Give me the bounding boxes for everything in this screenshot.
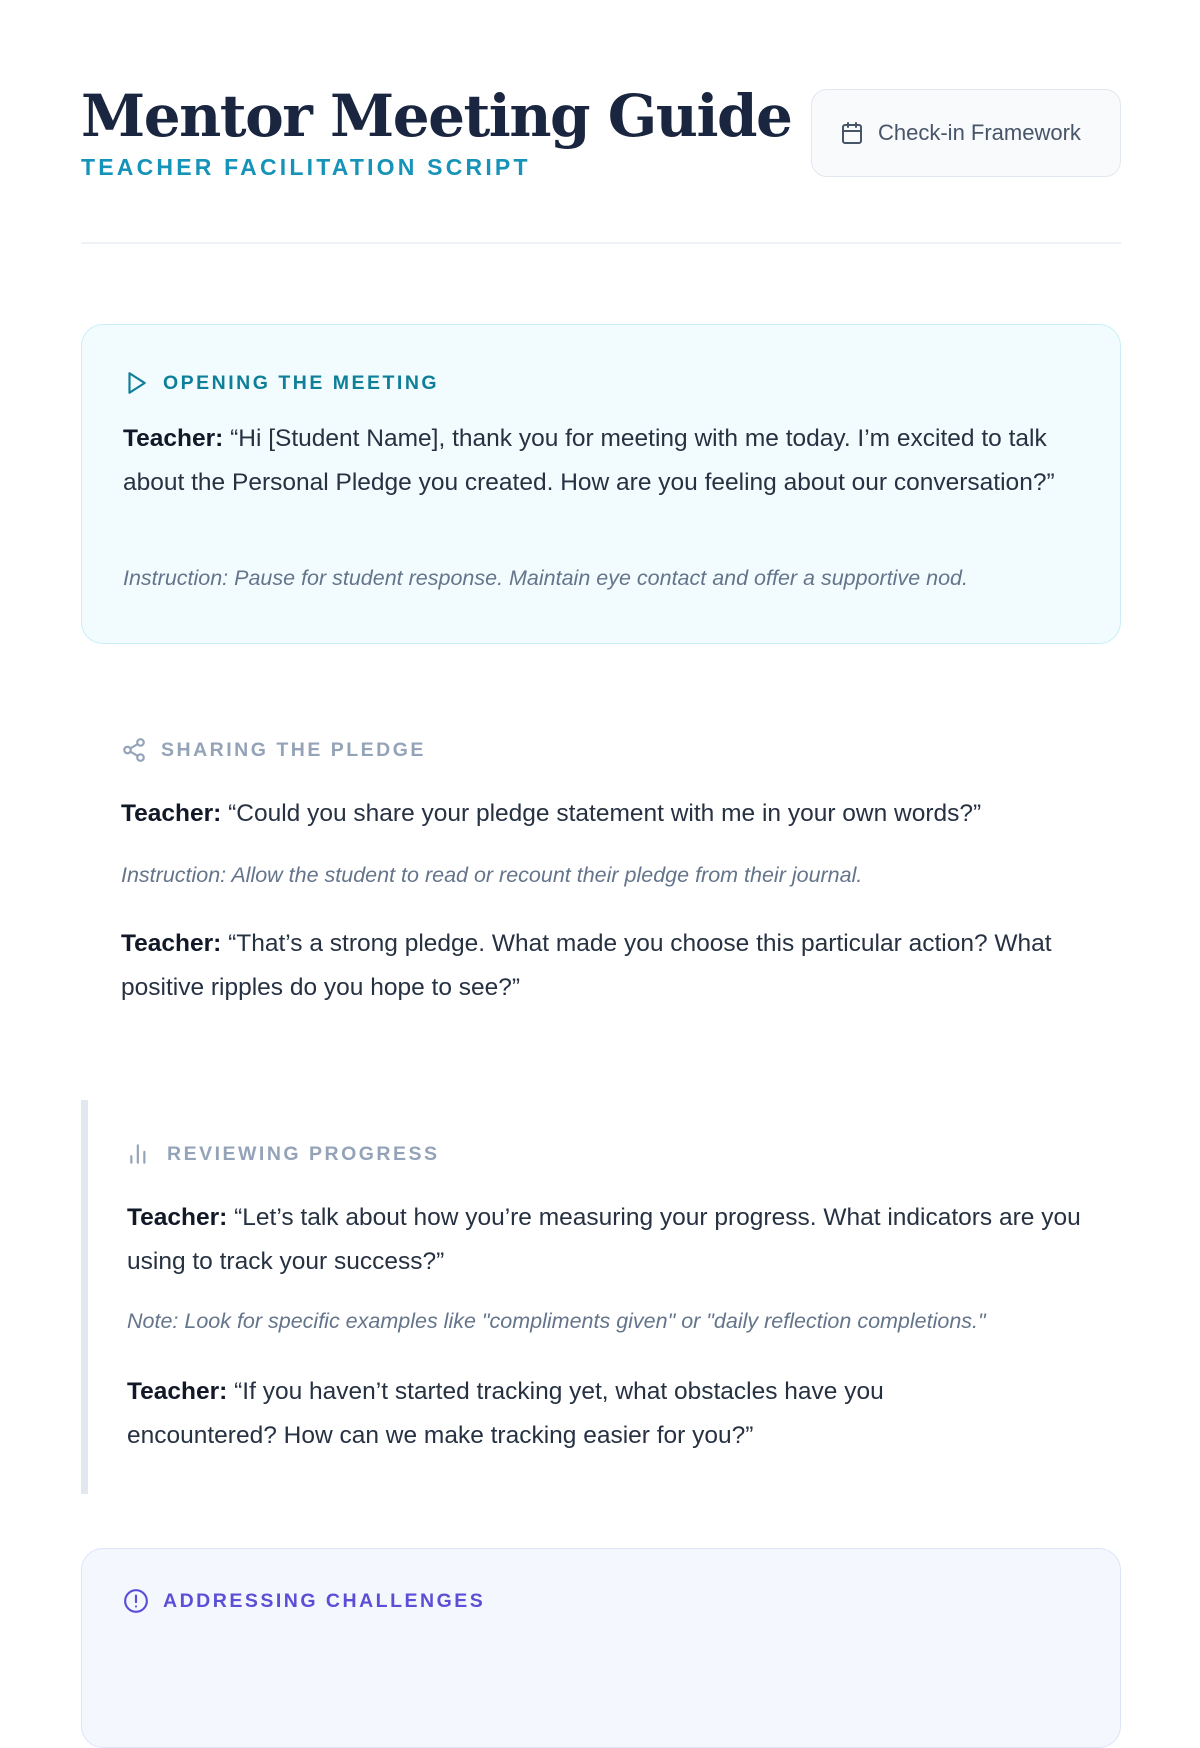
dialogue-line — [121, 922, 1096, 1009]
dialogue-line — [127, 1196, 1087, 1283]
mentor-guide-page — [81, 0, 1121, 1612]
speaker-label: Teacher: — [127, 1204, 228, 1231]
section-heading-label: REVIEWING PROGRESS — [167, 1142, 440, 1165]
speaker-label: Teacher: — [123, 425, 224, 452]
dialogue-text: “Hi [Student Name], thank you for meeting with me today. I’m excited to talk about the Personal Pledge you created. How are you feeling about our conversation?” — [123, 425, 1055, 496]
section-heading-label: OPENING THE MEETING — [163, 371, 440, 394]
alert-circle-icon — [123, 1588, 149, 1614]
section-heading-label: SHARING THE PLEDGE — [161, 738, 426, 761]
section-heading-label: ADDRESSING CHALLENGES — [163, 1589, 486, 1612]
bar-chart-icon — [127, 1141, 153, 1167]
speaker-label: Teacher: — [127, 1378, 228, 1405]
dialogue-line — [127, 1370, 1007, 1457]
page-header — [81, 80, 1121, 244]
section-heading — [123, 369, 439, 397]
dialogue-text: “Could you share your pledge statement with me in your own words?” — [228, 800, 982, 827]
section-heading — [127, 1140, 440, 1168]
dialogue-line — [121, 792, 1091, 836]
dialogue-text: “If you haven’t started tracking yet, what obstacles have you encountered? How can we make tracking easier for you?” — [127, 1378, 884, 1449]
share-icon — [121, 737, 147, 763]
speaker-label: Teacher: — [121, 800, 222, 827]
page-subtitle: TEACHER FACILITATION SCRIPT — [81, 154, 531, 180]
instruction-note: Instruction: Pause for student response. Maintain eye contact and offer a supportive nod. — [123, 566, 968, 590]
check-in-framework-label: Check-in Framework — [878, 120, 1081, 145]
section-heading — [121, 736, 426, 764]
calendar-icon — [840, 121, 864, 145]
dialogue-text: “That’s a strong pledge. What made you choose this particular action? What positive ripples do you hope to see?” — [121, 930, 1052, 1001]
section-review — [81, 1100, 1121, 1494]
play-icon — [123, 370, 149, 396]
section-heading — [123, 1587, 485, 1615]
dialogue-text: “Let’s talk about how you’re measuring your progress. What indicators are you using to track your success?” — [127, 1204, 1081, 1275]
speaker-label: Teacher: — [121, 930, 222, 957]
check-in-framework-button[interactable] — [811, 89, 1121, 177]
page-title: Mentor Meeting Guide — [81, 82, 792, 150]
dialogue-line — [123, 417, 1073, 504]
section-challenges — [81, 1548, 1121, 1748]
section-sharing — [81, 700, 1121, 1030]
instruction-note: Note: Look for specific examples like "compliments given" or "daily reflection completions." — [127, 1309, 986, 1333]
section-opening — [81, 324, 1121, 644]
instruction-note: Instruction: Allow the student to read or recount their pledge from their journal. — [121, 863, 863, 887]
